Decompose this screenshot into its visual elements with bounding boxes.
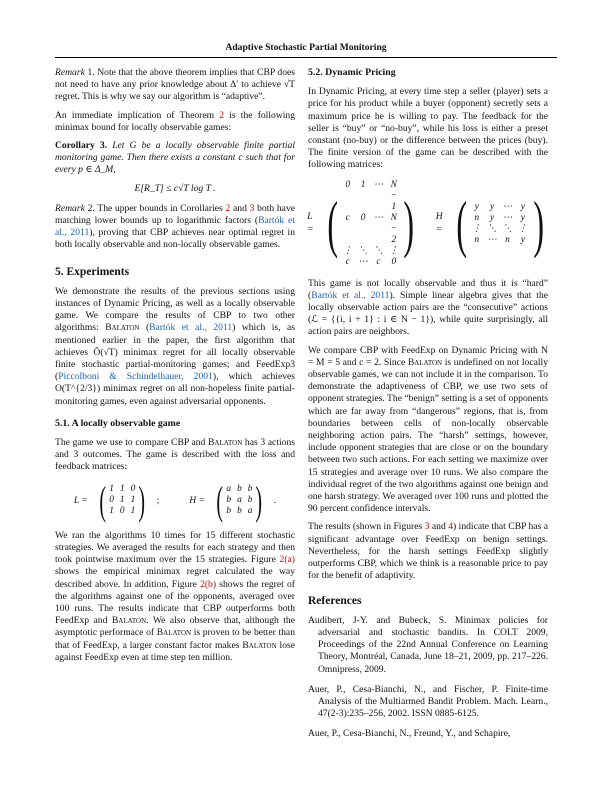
text: The upper bounds in Corollaries xyxy=(94,202,226,214)
remark-label: Remark xyxy=(55,202,85,214)
matrix-label: H = xyxy=(435,211,443,235)
citation-link[interactable]: Piccolboni & Schindelhauer, 2001 xyxy=(58,371,213,383)
text: shows the empirical minimax regret calculated the way described above. In addition, Figure xyxy=(55,566,295,590)
matrix-entry: ⋯ xyxy=(358,256,368,267)
matrix-entry: c xyxy=(345,256,350,267)
text: ), proving that CBP achieves near optimal regret in both locally observable and non-locally observable games. xyxy=(55,227,296,251)
left-column xyxy=(55,67,295,670)
matrix-entry: n xyxy=(505,234,510,245)
text: lose against FeedExp even at time step ten million. xyxy=(55,639,295,663)
matrix-label: L = xyxy=(73,494,88,506)
matrix-entry: ⋮ xyxy=(389,245,399,256)
hardness-paragraph xyxy=(308,278,548,339)
matrix-entry: 1 xyxy=(109,484,114,495)
figure-link[interactable]: 2(b) xyxy=(200,578,217,590)
matrix-entry: ⋯ xyxy=(373,212,384,223)
matrix-label: L = xyxy=(307,211,314,235)
matrix-entry: 0 xyxy=(130,484,136,495)
algorithm-name: Balaton xyxy=(207,437,243,449)
text: We demonstrate the results of the previous sections using instances of Dynamic Pricing, as well as a locally observable game. We compare the results of CBP to two other algorithms: xyxy=(55,285,295,334)
matrix-entry: 1 xyxy=(119,495,125,506)
text: We ran the algorithms 10 times for 15 different stochastic strategies. We averaged the results for each strategy and then took pointwise maximum over the 15 strategies. Figure xyxy=(55,529,295,566)
citation-link[interactable]: Bartók et al., 2011 xyxy=(311,289,390,301)
remark-1-text: Note that the above theorem implies that CBP does not need to have any prior knowledge about Δ′ to achieve √T regret. This is why we say our algorithm is “adaptive”. xyxy=(55,67,295,103)
theorem-link[interactable]: 2 xyxy=(219,109,225,121)
running-title: Adaptive Stochastic Partial Monitoring xyxy=(225,42,387,53)
matrix-entry: a xyxy=(237,495,242,506)
algorithm-name: Balaton xyxy=(105,322,140,334)
figure-link[interactable]: 4 xyxy=(448,521,454,533)
feedback-matrix: ( y y ⋯ y n y ⋯ y ⋮ ⋱ ⋱ ⋮ n ⋯ n y ) xyxy=(456,187,544,259)
text: ) indicate that CBP has a significant advantage over FeedExp on benign settings. Nevertheless, for the harsh settings FeedExp slightly outperforms CBP, which we think is a reasonable price to pay for the benefit of adaptivity. xyxy=(308,521,548,582)
feedback-matrix: ( a b b b a b b b a ) xyxy=(216,477,263,523)
matrix-entry: a xyxy=(247,506,253,517)
text: shows the regret of the algorithms against one of the opponents, averaged over 100 runs. The results indicate that CBP outperforms both FeedExp and xyxy=(55,578,296,627)
game-matrices: L = ( 1 1 0 0 1 1 1 0 1 ) ; H = ( a b b b a b b b a ) . xyxy=(73,477,277,523)
matrix-entry: 1 xyxy=(130,506,136,517)
text: both have matching lower bounds up to logarithmic factors ( xyxy=(55,202,295,227)
matrix-entry: c xyxy=(376,256,381,267)
reference-item: Auer, P., Cesa-Bianchi, N., and Fischer, P. Finite-time Analysis of the Multiarmed Bandit Problem. Mach. Learn., 47(2-3):235–256, 2002. ISSN 0885-6125. xyxy=(308,683,548,720)
matrix-entry: 1 xyxy=(360,179,366,190)
subsection-title: 5.1. A locally observable game xyxy=(55,417,181,429)
section-title: 5. Experiments xyxy=(55,265,130,278)
matrix-entry: 0 xyxy=(391,256,397,267)
loss-matrix: ( 0 1 ⋯ N − 1 c 0 ⋯ N − 2 ⋮ ⋱ ⋱ ⋮ c ⋯ c 0 ) xyxy=(326,179,415,267)
text: The results (shown in Figures xyxy=(308,521,425,533)
matrix-entry: ⋮ xyxy=(518,223,528,234)
citation-link[interactable]: Bartók et al., 2011 xyxy=(149,322,233,334)
remark-2 xyxy=(55,203,295,252)
text: and xyxy=(230,202,250,214)
matrix-entry: 1 xyxy=(119,484,125,495)
matrix-entry: 1 xyxy=(130,495,136,506)
matrix-entry: ⋮ xyxy=(472,223,482,234)
dynamic-pricing-description: In Dynamic Pricing, at every time step a seller (player) sets a price for his product while a buyer (opponent) secretly sets a maximum price he is willing to pay. The feedback for the seller is “buy” or “no-buy”, while his loss is either a preset constant (no-buy) or the difference between the prices (buy). The finite version of the game can be described with the following matrices: xyxy=(308,86,548,171)
matrix-entry: b xyxy=(247,484,253,495)
comparison-paragraph xyxy=(308,345,548,516)
matrix-entry: ⋯ xyxy=(502,212,513,223)
remark-label: Remark xyxy=(55,67,85,78)
matrix-entry: b xyxy=(226,506,232,517)
matrix-entry: b xyxy=(237,506,242,517)
algorithm-name: Balaton xyxy=(407,356,443,368)
matrix-entry: n xyxy=(474,212,480,223)
matrix-entry: ⋱ xyxy=(373,245,384,256)
text: and xyxy=(429,521,449,533)
matrix-entry: y xyxy=(520,201,525,212)
figure-link[interactable]: 2(a) xyxy=(279,554,295,566)
matrix-entry: a xyxy=(226,484,232,495)
corollary-link[interactable]: 3 xyxy=(249,202,255,214)
corollary-equation: E[R_T] ≤ c√T log T . xyxy=(134,182,216,194)
matrix-entry: b xyxy=(226,495,232,506)
corollary-text: Let G be a locally observable finite partial monitoring game. Then there exists a constant c such that for every p ∈ Δ_M, xyxy=(55,140,295,176)
matrix-entry: ⋯ xyxy=(373,179,384,190)
text: ). Simple linear algebra gives that the locally observable action pairs are the “consecutive” actions (ℒ = {{i, i + 1} : i ∈ N − 1}), while quite surprisingly, all action pairs are neighbors. xyxy=(308,289,548,338)
figure-link[interactable]: 3 xyxy=(424,521,430,533)
right-column xyxy=(308,67,548,749)
results-summary xyxy=(308,521,548,582)
text: is proven to be better than that of FeedExp, a larger constant factor makes xyxy=(55,627,295,651)
text: which is, as mentioned earlier in the paper, the first algorithm that achieves Õ(√T) minimax regret for all locally observable finite stochastic partial-monitoring games; and FeedExp3 ( xyxy=(55,322,295,383)
matrix-entry: 0 xyxy=(360,212,366,223)
remark-number: 2. xyxy=(87,202,95,214)
matrix-entry: y xyxy=(490,212,495,223)
algorithm-name: Balaton xyxy=(156,627,192,639)
loss-matrix: ( 1 1 0 0 1 1 1 0 1 ) xyxy=(99,477,146,523)
matrix-entry: ⋱ xyxy=(487,223,497,234)
text: ), which achieves O(T^{2/3}) minimax regret on all non-hopeless finite partial-monitoring games, even against adversarial opponents. xyxy=(55,371,295,407)
matrix-entry: ⋯ xyxy=(502,201,513,212)
corollary-link[interactable]: 2 xyxy=(225,202,231,214)
remark-1 xyxy=(55,67,295,104)
text: An immediate implication of Theorem xyxy=(55,109,220,121)
matrix-label: H = xyxy=(189,494,206,506)
references-title: References xyxy=(308,594,362,607)
matrix-entry: y xyxy=(490,201,495,212)
matrix-entry: 0 xyxy=(119,506,125,517)
reference-list xyxy=(308,615,548,741)
matrix-entry: 0 xyxy=(109,495,114,506)
game-description xyxy=(55,437,295,474)
experiments-intro: We demonstrate the results of the previous sections using instances of Dynamic Pricing, as well as a locally observable game. We compare the results of CBP to two other algorithms: Balaton (Bartók et al., 2011) which is, as mentioned earlier in the paper, the first algorithm that achieves Õ(√T) minimax regret for all locally observable finite stochastic partial-monitoring games; and FeedExp3 (Piccolboni & Schindelhauer, 2001), which achieves O(T^{2/3}) minimax regret on all non-hopeless finite partial-monitoring games, even against adversarial opponents. xyxy=(55,285,295,407)
matrix-entry: c xyxy=(345,212,350,223)
matrix-entry: y xyxy=(474,201,479,212)
text: We compare CBP with FeedExp on Dynamic Pricing with N = M = 5 and c = 2. Since xyxy=(308,344,548,368)
immediate-implication xyxy=(55,110,295,134)
corollary-label: Corollary 3. xyxy=(55,140,108,152)
matrix-entry: ⋯ xyxy=(487,234,497,245)
matrix-entry: N − 2 xyxy=(390,212,397,245)
algorithm-name: Balaton xyxy=(242,639,277,651)
reference-item: Audibert, J-Y. and Bubeck, S. Minimax policies for adversarial and stochastic bandits. In COLT 2009, Proceedings of the 22nd Annual Conference on Learning Theory, Montréal, Canada, June 18–21, 2009, pp. 217–226. Omnipress, 2009. xyxy=(308,614,548,675)
matrix-entry: 1 xyxy=(109,506,114,517)
subsection-title: 5.2. Dynamic Pricing xyxy=(308,67,396,78)
algorithm-name: Balaton xyxy=(111,615,147,627)
remark-number: 1. xyxy=(87,67,95,78)
matrix-entry: N − 1 xyxy=(390,179,397,212)
matrix-entry: b xyxy=(247,495,253,506)
text: has 3 actions and 3 outcomes. The game is described with the loss and feedback matrices: xyxy=(55,437,295,473)
matrix-entry: b xyxy=(237,484,242,495)
matrix-entry: n xyxy=(474,234,480,245)
corollary-3 xyxy=(55,140,295,177)
matrix-entry: 0 xyxy=(345,179,350,190)
matrix-entry: ⋱ xyxy=(358,245,368,256)
text: is the following minimax bound for locally observable games: xyxy=(55,109,296,133)
citation-link[interactable]: Bartók et al., 2011 xyxy=(55,215,295,239)
matrix-entry: ⋱ xyxy=(502,223,513,234)
matrix-entry: ⋮ xyxy=(342,245,353,256)
text: is undefined on not locally observable games, we can not include it in the comparison. To demonstrate the adaptiveness of CBP, we use two sets of opponent strategies. The “benign” setting is a set of opponents which are far away from “dangerous” regions, that is, from boundaries between cells of non-locally observable neighboring action pairs. The “harsh” settings, however, include opponent strategies that are close or on the boundary between two such actions. For each setting we maximize over 15 strategies and average over 10 runs. We also compare the individual regret of the two algorithms against one benign and one harsh strategy. We averaged over 100 runs and plotted the 90 percent confidence intervals. xyxy=(308,356,548,515)
results-paragraph xyxy=(55,530,295,664)
text: The game we use to compare CBP and xyxy=(55,437,208,449)
reference-item: Auer, P., Cesa-Bianchi, N., Freund, Y., and Schapire, xyxy=(308,728,511,740)
text: . We also observe that, although the asymptotic performace of xyxy=(55,615,295,639)
header-rule xyxy=(55,57,557,58)
text: This game is not locally observable and thus it is “hard” ( xyxy=(308,277,548,301)
matrix-entry: y xyxy=(520,234,525,245)
matrix-entry: y xyxy=(520,212,525,223)
pricing-matrices xyxy=(308,180,548,268)
